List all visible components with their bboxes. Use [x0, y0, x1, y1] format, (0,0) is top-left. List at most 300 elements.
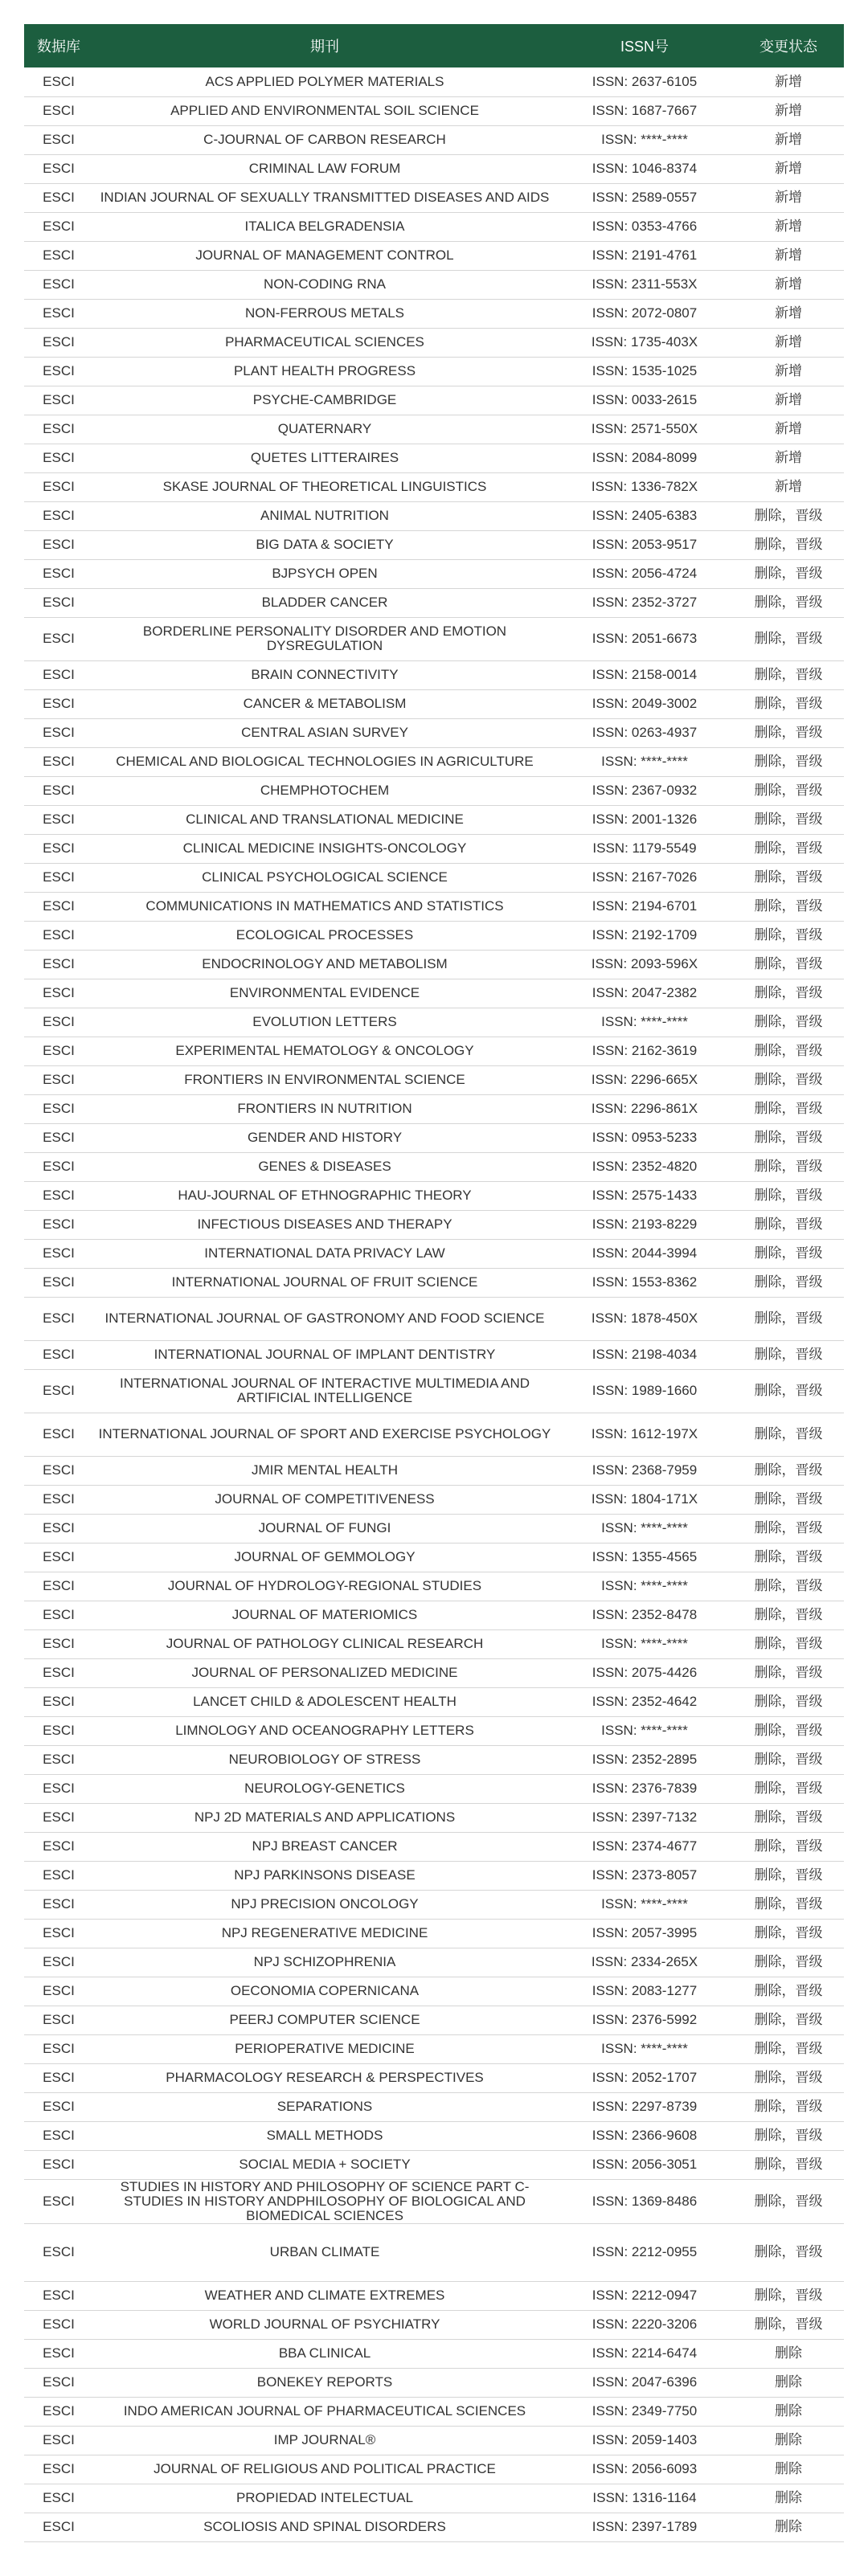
cell-status: 删除，晋级 [733, 1297, 844, 1340]
cell-database: ESCI [24, 588, 93, 617]
cell-journal: NPJ PRECISION ONCOLOGY [93, 1890, 556, 1919]
cell-issn: ISSN: 2158-0014 [556, 660, 733, 689]
cell-status: 新增 [733, 183, 844, 212]
cell-journal: PLANT HEALTH PROGRESS [93, 357, 556, 386]
cell-journal: HAU-JOURNAL OF ETHNOGRAPHIC THEORY [93, 1181, 556, 1210]
table-row [24, 805, 844, 834]
table-row [24, 2455, 844, 2484]
table-row [24, 1774, 844, 1803]
cell-database: ESCI [24, 1543, 93, 1572]
cell-database: ESCI [24, 892, 93, 921]
cell-journal: INTERNATIONAL JOURNAL OF INTERACTIVE MULTIMEDIA AND ARTIFICIAL INTELLIGENCE [93, 1369, 556, 1413]
table-row [24, 1716, 844, 1745]
cell-journal: BRAIN CONNECTIVITY [93, 660, 556, 689]
cell-journal: INTERNATIONAL JOURNAL OF IMPLANT DENTISTRY [93, 1340, 556, 1369]
cell-journal: PROPIEDAD INTELECTUAL [93, 2484, 556, 2513]
table-row [24, 1514, 844, 1543]
cell-issn: ISSN: 0033-2615 [556, 386, 733, 415]
cell-journal: BONEKEY REPORTS [93, 2368, 556, 2397]
header-status: 变更状态 [760, 39, 817, 55]
cell-status: 删除，晋级 [733, 1456, 844, 1485]
cell-journal: GENES & DISEASES [93, 1152, 556, 1181]
cell-database: ESCI [24, 2063, 93, 2092]
cell-journal: SMALL METHODS [93, 2121, 556, 2150]
table-row [24, 67, 844, 96]
cell-status: 删除，晋级 [733, 660, 844, 689]
cell-journal: INTERNATIONAL DATA PRIVACY LAW [93, 1239, 556, 1268]
cell-status: 新增 [733, 472, 844, 501]
cell-database: ESCI [24, 2281, 93, 2310]
cell-status: 删除，晋级 [733, 1037, 844, 1065]
cell-status: 删除 [733, 2426, 844, 2455]
table-row [24, 1977, 844, 2006]
cell-journal: PERIOPERATIVE MEDICINE [93, 2034, 556, 2063]
cell-issn: ISSN: ****-**** [556, 1629, 733, 1658]
cell-issn: ISSN: 1687-7667 [556, 96, 733, 125]
cell-journal: NPJ PARKINSONS DISEASE [93, 1861, 556, 1890]
cell-database: ESCI [24, 2310, 93, 2339]
cell-issn: ISSN: ****-**** [556, 1572, 733, 1601]
table-row [24, 299, 844, 328]
table-row [24, 1890, 844, 1919]
table-row [24, 125, 844, 154]
cell-journal: INDO AMERICAN JOURNAL OF PHARMACEUTICAL SCIENCES [93, 2397, 556, 2426]
table-row [24, 1181, 844, 1210]
cell-journal: BBA CLINICAL [93, 2339, 556, 2368]
table-row [24, 2006, 844, 2034]
cell-issn: ISSN: 2167-7026 [556, 863, 733, 892]
cell-database: ESCI [24, 747, 93, 776]
header-journal: 期刊 [310, 39, 339, 55]
cell-issn: ISSN: 2352-4820 [556, 1152, 733, 1181]
cell-status: 新增 [733, 212, 844, 241]
journal-change-table-container [24, 24, 844, 2542]
cell-issn: ISSN: 2075-4426 [556, 1658, 733, 1687]
cell-database: ESCI [24, 1008, 93, 1037]
cell-database: ESCI [24, 979, 93, 1008]
cell-database: ESCI [24, 125, 93, 154]
cell-journal: LIMNOLOGY AND OCEANOGRAPHY LETTERS [93, 1716, 556, 1745]
cell-database: ESCI [24, 530, 93, 559]
header-database: 数据库 [37, 39, 80, 55]
cell-journal: CLINICAL MEDICINE INSIGHTS-ONCOLOGY [93, 834, 556, 863]
cell-database: ESCI [24, 1687, 93, 1716]
cell-database: ESCI [24, 2150, 93, 2179]
cell-status: 删除，晋级 [733, 501, 844, 530]
cell-status: 删除，晋级 [733, 1413, 844, 1456]
cell-journal: C-JOURNAL OF CARBON RESEARCH [93, 125, 556, 154]
cell-journal: QUETES LITTERAIRES [93, 444, 556, 472]
cell-issn: ISSN: 1046-8374 [556, 154, 733, 183]
cell-journal: BIG DATA & SOCIETY [93, 530, 556, 559]
cell-status: 删除，晋级 [733, 2281, 844, 2310]
table-row [24, 2063, 844, 2092]
cell-database: ESCI [24, 1601, 93, 1629]
cell-database: ESCI [24, 212, 93, 241]
cell-status: 新增 [733, 415, 844, 444]
table-row [24, 96, 844, 125]
cell-database: ESCI [24, 1413, 93, 1456]
cell-journal: FRONTIERS IN NUTRITION [93, 1094, 556, 1123]
cell-issn: ISSN: 2001-1326 [556, 805, 733, 834]
cell-status: 删除，晋级 [733, 747, 844, 776]
cell-issn: ISSN: 1989-1660 [556, 1369, 733, 1413]
cell-database: ESCI [24, 299, 93, 328]
cell-journal: ENVIRONMENTAL EVIDENCE [93, 979, 556, 1008]
cell-issn: ISSN: 2056-3051 [556, 2150, 733, 2179]
table-header-row [24, 24, 844, 67]
cell-database: ESCI [24, 2034, 93, 2063]
cell-database: ESCI [24, 660, 93, 689]
table-row [24, 921, 844, 950]
cell-database: ESCI [24, 1037, 93, 1065]
cell-database: ESCI [24, 1485, 93, 1514]
cell-journal: OECONOMIA COPERNICANA [93, 1977, 556, 2006]
cell-status: 删除，晋级 [733, 588, 844, 617]
cell-status: 删除，晋级 [733, 718, 844, 747]
cell-status: 删除，晋级 [733, 2063, 844, 2092]
cell-database: ESCI [24, 1716, 93, 1745]
cell-status: 删除，晋级 [733, 1687, 844, 1716]
cell-status: 删除，晋级 [733, 1861, 844, 1890]
table-row [24, 2034, 844, 2063]
table-row [24, 1413, 844, 1456]
cell-issn: ISSN: 2193-8229 [556, 1210, 733, 1239]
cell-database: ESCI [24, 1977, 93, 2006]
cell-issn: ISSN: 2057-3995 [556, 1919, 733, 1948]
cell-journal: FRONTIERS IN ENVIRONMENTAL SCIENCE [93, 1065, 556, 1094]
cell-database: ESCI [24, 617, 93, 660]
cell-issn: ISSN: 0353-4766 [556, 212, 733, 241]
table-row [24, 1340, 844, 1369]
cell-issn: ISSN: 2162-3619 [556, 1037, 733, 1065]
cell-journal: PHARMACOLOGY RESEARCH & PERSPECTIVES [93, 2063, 556, 2092]
cell-issn: ISSN: 2397-7132 [556, 1803, 733, 1832]
table-row [24, 183, 844, 212]
table-row [24, 1601, 844, 1629]
cell-issn: ISSN: 2049-3002 [556, 689, 733, 718]
cell-issn: ISSN: 2296-665X [556, 1065, 733, 1094]
cell-database: ESCI [24, 805, 93, 834]
cell-issn: ISSN: 2056-4724 [556, 559, 733, 588]
table-row [24, 1037, 844, 1065]
cell-database: ESCI [24, 154, 93, 183]
cell-database: ESCI [24, 863, 93, 892]
cell-issn: ISSN: 2352-4642 [556, 1687, 733, 1716]
cell-journal: SKASE JOURNAL OF THEORETICAL LINGUISTICS [93, 472, 556, 501]
cell-database: ESCI [24, 950, 93, 979]
cell-status: 删除，晋级 [733, 1803, 844, 1832]
table-header [24, 24, 844, 67]
cell-journal: BLADDER CANCER [93, 588, 556, 617]
cell-issn: ISSN: 2296-861X [556, 1094, 733, 1123]
cell-journal: NEUROBIOLOGY OF STRESS [93, 1745, 556, 1774]
cell-journal: WORLD JOURNAL OF PSYCHIATRY [93, 2310, 556, 2339]
cell-database: ESCI [24, 1832, 93, 1861]
cell-database: ESCI [24, 1094, 93, 1123]
cell-status: 删除，晋级 [733, 1543, 844, 1572]
cell-journal: SCOLIOSIS AND SPINAL DISORDERS [93, 2513, 556, 2541]
table-row [24, 2513, 844, 2541]
cell-status: 删除，晋级 [733, 2150, 844, 2179]
cell-status: 删除 [733, 2455, 844, 2484]
table-row [24, 660, 844, 689]
cell-journal: WEATHER AND CLIMATE EXTREMES [93, 2281, 556, 2310]
cell-journal: NEUROLOGY-GENETICS [93, 1774, 556, 1803]
cell-status: 删除，晋级 [733, 2034, 844, 2063]
table-row [24, 270, 844, 299]
table-row [24, 2179, 844, 2223]
cell-status: 新增 [733, 270, 844, 299]
table-row [24, 979, 844, 1008]
cell-status: 新增 [733, 125, 844, 154]
cell-issn: ISSN: 1355-4565 [556, 1543, 733, 1572]
cell-journal: QUATERNARY [93, 415, 556, 444]
cell-database: ESCI [24, 1181, 93, 1210]
cell-database: ESCI [24, 1629, 93, 1658]
cell-issn: ISSN: 2191-4761 [556, 241, 733, 270]
cell-database: ESCI [24, 357, 93, 386]
cell-journal: INTERNATIONAL JOURNAL OF FRUIT SCIENCE [93, 1268, 556, 1297]
table-row [24, 1629, 844, 1658]
cell-issn: ISSN: 2047-2382 [556, 979, 733, 1008]
cell-database: ESCI [24, 718, 93, 747]
cell-database: ESCI [24, 270, 93, 299]
cell-database: ESCI [24, 1268, 93, 1297]
table-row [24, 1687, 844, 1716]
cell-journal: ITALICA BELGRADENSIA [93, 212, 556, 241]
table-row [24, 386, 844, 415]
table-row [24, 328, 844, 357]
cell-issn: ISSN: 2405-6383 [556, 501, 733, 530]
table-row [24, 776, 844, 805]
cell-journal: JOURNAL OF COMPETITIVENESS [93, 1485, 556, 1514]
cell-issn: ISSN: ****-**** [556, 1716, 733, 1745]
cell-issn: ISSN: ****-**** [556, 1008, 733, 1037]
cell-issn: ISSN: 2589-0557 [556, 183, 733, 212]
cell-journal: NPJ 2D MATERIALS AND APPLICATIONS [93, 1803, 556, 1832]
cell-issn: ISSN: 2376-5992 [556, 2006, 733, 2034]
cell-issn: ISSN: 2192-1709 [556, 921, 733, 950]
cell-journal: CANCER & METABOLISM [93, 689, 556, 718]
cell-issn: ISSN: 1535-1025 [556, 357, 733, 386]
cell-journal: JMIR MENTAL HEALTH [93, 1456, 556, 1485]
cell-database: ESCI [24, 472, 93, 501]
cell-journal: PHARMACEUTICAL SCIENCES [93, 328, 556, 357]
table-row [24, 747, 844, 776]
cell-status: 删除，晋级 [733, 950, 844, 979]
table-row [24, 1210, 844, 1239]
cell-issn: ISSN: 2352-3727 [556, 588, 733, 617]
cell-status: 删除，晋级 [733, 2092, 844, 2121]
cell-database: ESCI [24, 1297, 93, 1340]
cell-issn: ISSN: 2212-0955 [556, 2223, 733, 2281]
cell-issn: ISSN: 2044-3994 [556, 1239, 733, 1268]
table-row [24, 1919, 844, 1948]
table-row [24, 1745, 844, 1774]
cell-status: 删除，晋级 [733, 1123, 844, 1152]
cell-database: ESCI [24, 1239, 93, 1268]
cell-status: 删除，晋级 [733, 2223, 844, 2281]
cell-journal: NPJ REGENERATIVE MEDICINE [93, 1919, 556, 1948]
cell-status: 删除，晋级 [733, 1977, 844, 2006]
cell-issn: ISSN: 1612-197X [556, 1413, 733, 1456]
cell-journal: SEPARATIONS [93, 2092, 556, 2121]
table-row [24, 501, 844, 530]
cell-database: ESCI [24, 183, 93, 212]
cell-status: 删除，晋级 [733, 776, 844, 805]
cell-issn: ISSN: 2212-0947 [556, 2281, 733, 2310]
table-row [24, 834, 844, 863]
cell-journal: ENDOCRINOLOGY AND METABOLISM [93, 950, 556, 979]
table-row [24, 1485, 844, 1514]
cell-issn: ISSN: 2297-8739 [556, 2092, 733, 2121]
cell-database: ESCI [24, 415, 93, 444]
cell-database: ESCI [24, 241, 93, 270]
cell-journal: BORDERLINE PERSONALITY DISORDER AND EMOTION DYSREGULATION [93, 617, 556, 660]
cell-database: ESCI [24, 921, 93, 950]
table-row [24, 863, 844, 892]
table-row [24, 2121, 844, 2150]
table-row [24, 1008, 844, 1037]
cell-status: 删除，晋级 [733, 2179, 844, 2223]
cell-status: 删除，晋级 [733, 1832, 844, 1861]
cell-status: 新增 [733, 96, 844, 125]
cell-issn: ISSN: 1735-403X [556, 328, 733, 357]
cell-database: ESCI [24, 1514, 93, 1543]
cell-status: 删除，晋级 [733, 1065, 844, 1094]
table-row [24, 559, 844, 588]
cell-journal: EVOLUTION LETTERS [93, 1008, 556, 1037]
cell-status: 删除，晋级 [733, 2121, 844, 2150]
cell-status: 删除，晋级 [733, 805, 844, 834]
cell-journal: COMMUNICATIONS IN MATHEMATICS AND STATISTICS [93, 892, 556, 921]
table-row [24, 718, 844, 747]
table-row [24, 1572, 844, 1601]
table-row [24, 1123, 844, 1152]
cell-database: ESCI [24, 1861, 93, 1890]
cell-issn: ISSN: 2349-7750 [556, 2397, 733, 2426]
table-row [24, 1543, 844, 1572]
cell-issn: ISSN: 2072-0807 [556, 299, 733, 328]
cell-database: ESCI [24, 2397, 93, 2426]
table-row [24, 2339, 844, 2368]
cell-database: ESCI [24, 1658, 93, 1687]
cell-journal: CRIMINAL LAW FORUM [93, 154, 556, 183]
cell-database: ESCI [24, 776, 93, 805]
cell-status: 删除，晋级 [733, 1514, 844, 1543]
cell-journal: PSYCHE-CAMBRIDGE [93, 386, 556, 415]
cell-status: 删除，晋级 [733, 1774, 844, 1803]
cell-issn: ISSN: 2374-4677 [556, 1832, 733, 1861]
cell-journal: NPJ SCHIZOPHRENIA [93, 1948, 556, 1977]
cell-issn: ISSN: ****-**** [556, 1514, 733, 1543]
cell-issn: ISSN: 2334-265X [556, 1948, 733, 1977]
cell-status: 新增 [733, 328, 844, 357]
cell-issn: ISSN: 1179-5549 [556, 834, 733, 863]
table-row [24, 212, 844, 241]
cell-database: ESCI [24, 1572, 93, 1601]
cell-status: 删除，晋级 [733, 1152, 844, 1181]
cell-issn: ISSN: 1804-171X [556, 1485, 733, 1514]
table-row [24, 1832, 844, 1861]
cell-status: 新增 [733, 299, 844, 328]
cell-status: 删除 [733, 2484, 844, 2513]
cell-journal: ECOLOGICAL PROCESSES [93, 921, 556, 950]
cell-issn: ISSN: 2053-9517 [556, 530, 733, 559]
cell-database: ESCI [24, 1340, 93, 1369]
cell-status: 删除，晋级 [733, 1629, 844, 1658]
cell-status: 新增 [733, 241, 844, 270]
cell-status: 删除，晋级 [733, 1485, 844, 1514]
table-row [24, 472, 844, 501]
cell-status: 删除，晋级 [733, 1094, 844, 1123]
table-row [24, 588, 844, 617]
cell-journal: CHEMICAL AND BIOLOGICAL TECHNOLOGIES IN AGRICULTURE [93, 747, 556, 776]
table-row [24, 2368, 844, 2397]
cell-database: ESCI [24, 1774, 93, 1803]
table-row [24, 689, 844, 718]
table-row [24, 1152, 844, 1181]
table-row [24, 892, 844, 921]
cell-status: 删除 [733, 2513, 844, 2541]
cell-issn: ISSN: 2352-2895 [556, 1745, 733, 1774]
cell-status: 删除，晋级 [733, 1658, 844, 1687]
cell-issn: ISSN: 0263-4937 [556, 718, 733, 747]
cell-issn: ISSN: 1878-450X [556, 1297, 733, 1340]
cell-status: 删除，晋级 [733, 689, 844, 718]
cell-issn: ISSN: 2637-6105 [556, 67, 733, 96]
table-row [24, 357, 844, 386]
cell-status: 删除，晋级 [733, 1369, 844, 1413]
cell-database: ESCI [24, 1919, 93, 1948]
cell-issn: ISSN: 2373-8057 [556, 1861, 733, 1890]
table-row [24, 415, 844, 444]
cell-journal: NON-CODING RNA [93, 270, 556, 299]
cell-issn: ISSN: 2352-8478 [556, 1601, 733, 1629]
table-row [24, 617, 844, 660]
cell-database: ESCI [24, 386, 93, 415]
cell-issn: ISSN: 2368-7959 [556, 1456, 733, 1485]
cell-status: 删除，晋级 [733, 530, 844, 559]
cell-database: ESCI [24, 1369, 93, 1413]
cell-journal: SOCIAL MEDIA + SOCIETY [93, 2150, 556, 2179]
cell-status: 新增 [733, 357, 844, 386]
cell-status: 删除，晋级 [733, 1572, 844, 1601]
cell-journal: CENTRAL ASIAN SURVEY [93, 718, 556, 747]
table-row [24, 241, 844, 270]
cell-issn: ISSN: ****-**** [556, 1890, 733, 1919]
cell-database: ESCI [24, 1152, 93, 1181]
table-row [24, 1369, 844, 1413]
cell-journal: INFECTIOUS DISEASES AND THERAPY [93, 1210, 556, 1239]
cell-status: 删除，晋级 [733, 1948, 844, 1977]
cell-journal: STUDIES IN HISTORY AND PHILOSOPHY OF SCIENCE PART C-STUDIES IN HISTORY ANDPHILOSOPHY OF BIOLOGICAL AND BIOMEDICAL SCIENCES [93, 2179, 556, 2223]
cell-database: ESCI [24, 2006, 93, 2034]
table-row [24, 1948, 844, 1977]
cell-journal: JOURNAL OF FUNGI [93, 1514, 556, 1543]
table-row [24, 1861, 844, 1890]
cell-status: 删除，晋级 [733, 1181, 844, 1210]
cell-status: 新增 [733, 444, 844, 472]
cell-database: ESCI [24, 2339, 93, 2368]
cell-database: ESCI [24, 2484, 93, 2513]
cell-status: 删除 [733, 2397, 844, 2426]
cell-issn: ISSN: ****-**** [556, 747, 733, 776]
table-row [24, 1297, 844, 1340]
cell-issn: ISSN: 2052-1707 [556, 2063, 733, 2092]
cell-journal: NON-FERROUS METALS [93, 299, 556, 328]
